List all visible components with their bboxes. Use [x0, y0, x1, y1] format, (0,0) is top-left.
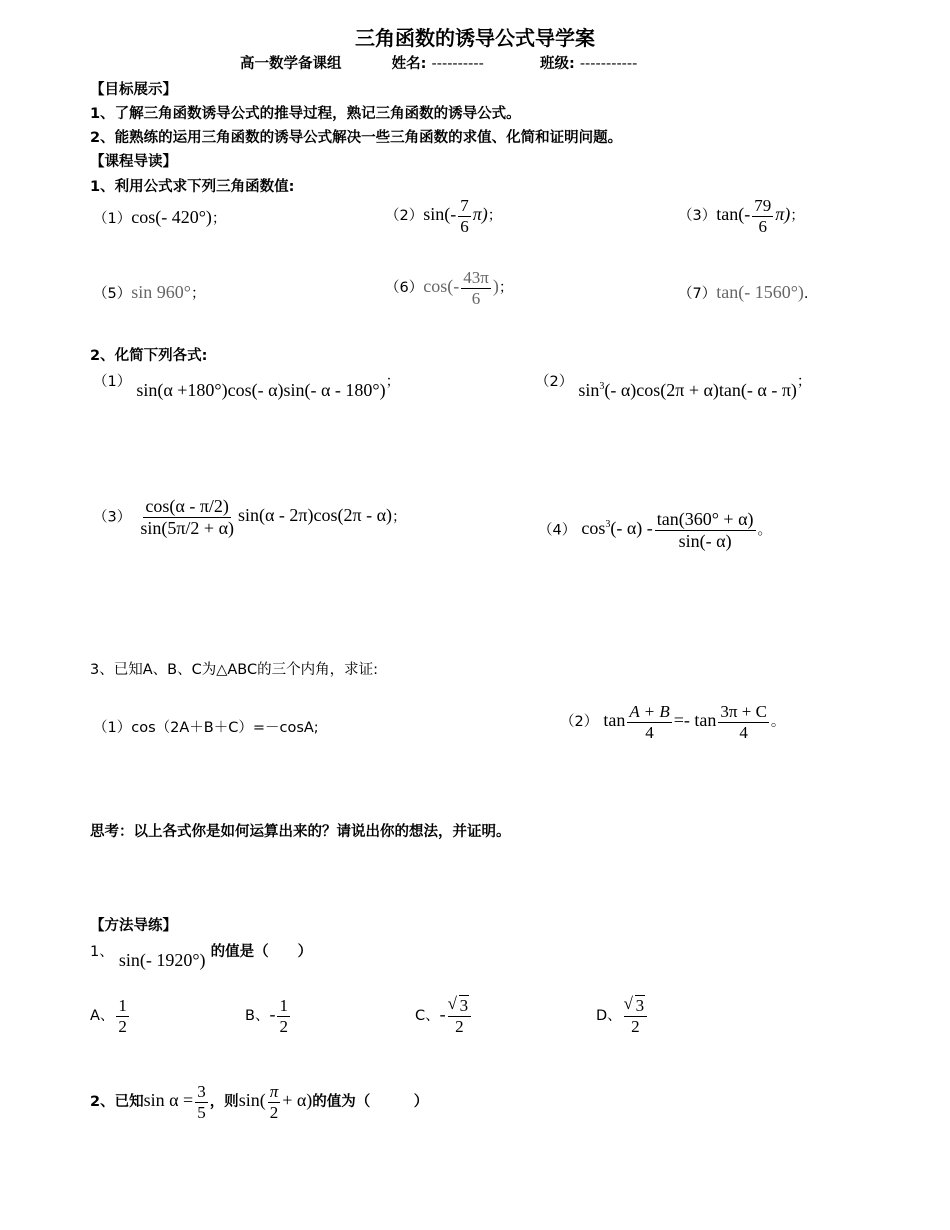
goals-heading: 【目标展示】	[90, 82, 177, 98]
q3-item-1: （1）cos（2A＋B＋C）=－cosA;	[93, 720, 319, 736]
question-1-title: 1、利用公式求下列三角函数值:	[90, 179, 295, 195]
class-field[interactable]: -----------	[579, 56, 638, 72]
method-q2: 2、已知sin α = $\frac{3}{5}$ ，则sin( $\frac{\pi}{2}$ + α)的值为（ ）	[90, 1082, 429, 1122]
q1-item-5: （5）sin 960°；	[93, 282, 206, 302]
question-2-title: 2、化简下列各式:	[90, 348, 208, 364]
goal-item-1: 1、了解三角函数诱导公式的推导过程，熟记三角函数的诱导公式。	[90, 106, 521, 122]
page-title: 三角函数的诱导公式导学案	[355, 26, 595, 50]
method-q1: 1、 sin(- 1920°) 的值是（ ）	[90, 944, 313, 970]
q1-item-3: （3）tan(- $\frac{79}{6}$ π)；	[678, 196, 805, 236]
course-heading: 【课程导读】	[90, 154, 177, 170]
option-d[interactable]: D、 √ $\frac{3}{2}$	[596, 996, 649, 1036]
method-heading: 【方法导练】	[90, 918, 177, 934]
class-label: 班级:	[539, 56, 575, 72]
q1-item-6: （6）cos(- $\frac{43\pi}{6}$ )；	[385, 268, 514, 308]
q2-item-2: （2） $\sin^3(-$ α)cos(2π + α)tan(- α - π)；	[535, 374, 812, 400]
q2-item-4: （4） $\cos^3(-$ α) - $\frac{\tan(360^\circ + \alpha)}{\sin(- \alpha)}$ 。	[538, 509, 773, 551]
q1-item-1: （1）cos(- 420°)；	[93, 207, 227, 227]
header-info	[240, 52, 637, 73]
name-field[interactable]: ----------	[431, 56, 484, 72]
name-label: 姓名:	[391, 56, 427, 72]
think-prompt: 思考：以上各式你是如何运算出来的？请说出你的想法，并证明。	[90, 824, 511, 840]
q3-item-2: （2） tan $\frac{A + B}{4}$ =- tan $\frac{3\pi + C}{4}$ 。	[560, 702, 786, 742]
q1-item-7: （7）tan(- 1560°).	[678, 282, 809, 302]
question-3-title: 3、已知A、B、C为△ABC的三个内角，求证:	[90, 662, 378, 678]
goal-item-2: 2、能熟练的运用三角函数的诱导公式解决一些三角函数的求值、化简和证明问题。	[90, 130, 623, 146]
q2-item-3: （3） $\frac{\cos(\alpha - \pi/2)}{\sin(5\pi/2 + \alpha)}$ sin(α - 2π)cos(2π - α)；	[93, 496, 407, 538]
option-b[interactable]: B、- $\frac{1}{2}$	[245, 996, 288, 1036]
option-c[interactable]: C、- √ $\frac{3}{2}$	[415, 996, 473, 1036]
group-label: 高一数学备课组	[240, 56, 342, 72]
option-a[interactable]: A、 $\frac{1}{2}$	[90, 996, 127, 1036]
q1-item-2: （2）sin(- $\frac{7}{6}$ π)；	[385, 196, 503, 236]
q2-item-1: （1） sin(α +180°)cos(- α)sin(- α - 180°)；	[93, 374, 401, 400]
